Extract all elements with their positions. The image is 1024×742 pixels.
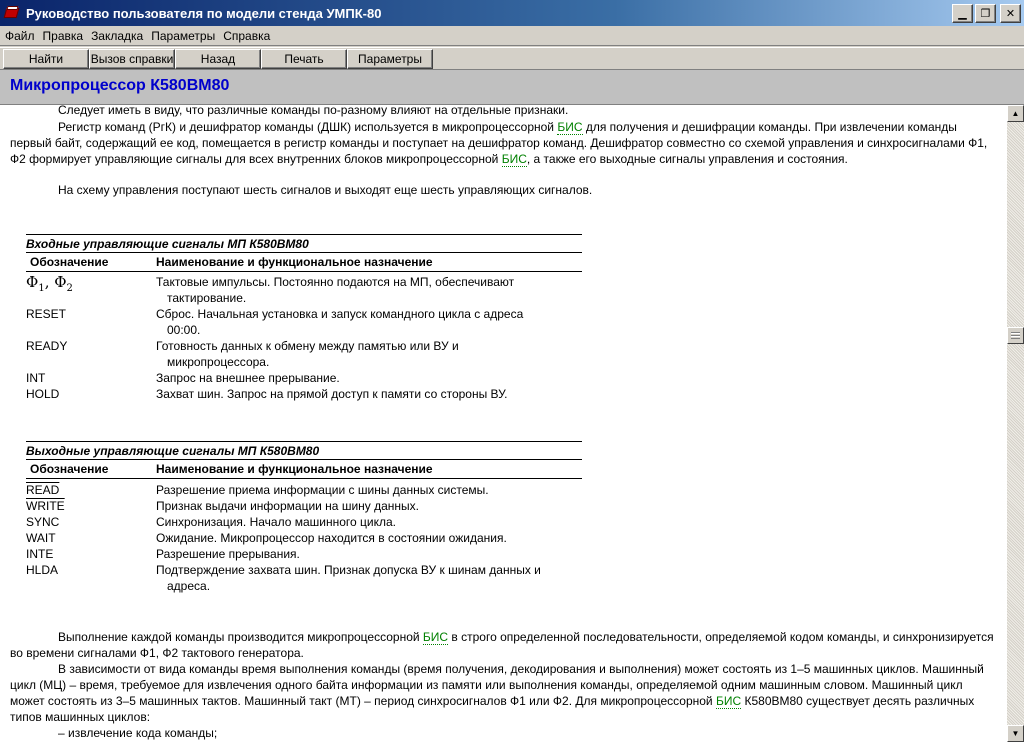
table-row bbox=[26, 482, 582, 498]
column-header: Обозначение bbox=[30, 255, 109, 269]
signal-description: Запрос на внешнее прерывание. bbox=[156, 371, 340, 385]
bis-link[interactable]: БИС bbox=[501, 152, 527, 166]
table-row bbox=[26, 370, 582, 386]
paragraph: Регистр команд (РгК) и дешифратор команды (ДШК) используется в микропроцессорной БИС для получения и дешифрации команды. При извлечении команды первый байт, содержащий ее код, помещается в регистр команды и поступает на дешифратор команд. Дешифратор совместно со схемой управления и синхросигналами Ф1, Ф2 формирует управляющие сигналы для всех внутренних блоков микропроцессорной БИС, а также его выходные сигналы управления и состояния. bbox=[10, 120, 988, 166]
menu-options[interactable]: Параметры bbox=[151, 28, 216, 43]
paragraph: В зависимости от вида команды время выполнения команды (время получения, декодирования и выполнения) может состоять из 1–5 машинных циклов. Машинный цикл (МЦ) – время, требуемое для извлечения одного байта информации из памяти или выполнения команды, определяемой одним машинным словом. Машинный цикл может состоять из 3–5 машинных тактов. Машинный такт (МТ) – период синхросигналов Ф1 или Ф2. Для микропроцессорной БИС К580ВМ80 существует десять различных типов машинных циклов: bbox=[10, 662, 984, 724]
toolbar bbox=[0, 47, 1024, 69]
column-header: Наименование и функциональное назначение bbox=[156, 255, 433, 269]
signal-description: Ожидание. Микропроцессор находится в состоянии ожидания. bbox=[156, 531, 507, 545]
signal-name: $\Phi_1$, $\Phi_2$ bbox=[26, 273, 73, 294]
menu-bar bbox=[0, 26, 1024, 46]
scroll-down-button[interactable] bbox=[1007, 725, 1024, 742]
minimize-button[interactable] bbox=[952, 4, 973, 23]
table-header bbox=[26, 459, 582, 479]
help-contents-button[interactable]: Вызов справки bbox=[89, 49, 175, 69]
arrow-down-icon: ▼ bbox=[1011, 729, 1020, 738]
print-button[interactable]: Печать bbox=[261, 49, 347, 69]
table-row bbox=[26, 274, 582, 306]
options-button[interactable]: Параметры bbox=[347, 49, 433, 69]
signal-name: INTE bbox=[26, 547, 54, 561]
signal-name: WAIT bbox=[26, 531, 56, 545]
list-item: – извлечение кода команды; bbox=[58, 726, 218, 740]
scroll-thumb[interactable] bbox=[1007, 327, 1024, 344]
signal-description: Тактовые импульсы. Постоянно подаются на МП, обеспечивают тактирование. bbox=[156, 275, 515, 305]
signal-name: READ bbox=[26, 483, 60, 497]
signal-name: RESET bbox=[26, 307, 67, 321]
bis-link[interactable]: БИС bbox=[422, 630, 449, 644]
signal-description: Готовность данных к обмену между памятью или ВУ и микропроцессора. bbox=[156, 339, 459, 369]
column-header: Наименование и функциональное назначение bbox=[156, 462, 433, 476]
signal-name: SYNC bbox=[26, 515, 60, 529]
paragraph: Выполнение каждой команды производится микропроцессорной БИС в строго определенной последовательности, определяемой кодом команды, и синхронизируется во времени сигналами Ф1, Ф2 тактового генератора. bbox=[10, 630, 994, 660]
signal-name: INT bbox=[26, 371, 46, 385]
signal-description: Признак выдачи информации на шину данных. bbox=[156, 499, 419, 513]
menu-file[interactable]: Файл bbox=[5, 28, 35, 43]
close-button[interactable] bbox=[1000, 4, 1021, 23]
paragraph: На схему управления поступают шесть сигналов и выходят еще шесть управляющих сигналов. bbox=[58, 183, 593, 197]
book-icon bbox=[4, 5, 20, 21]
menu-help[interactable]: Справка bbox=[223, 28, 271, 43]
bis-link[interactable]: БИС bbox=[715, 694, 742, 708]
vertical-scrollbar[interactable] bbox=[1007, 105, 1024, 742]
signal-name: READY bbox=[26, 339, 68, 353]
signal-description: Сброс. Начальная установка и запуск командного цикла с адреса 00:00. bbox=[156, 307, 524, 337]
menu-bookmark[interactable]: Закладка bbox=[91, 28, 144, 43]
table-header bbox=[26, 252, 582, 272]
table-caption: Входные управляющие сигналы МП К580ВМ80 bbox=[26, 234, 582, 252]
input-signals-table bbox=[26, 234, 582, 402]
find-button[interactable]: Найти bbox=[3, 49, 89, 69]
table-row bbox=[26, 530, 582, 546]
arrow-up-icon: ▲ bbox=[1011, 109, 1020, 118]
bis-link[interactable]: БИС bbox=[557, 120, 583, 134]
signal-description: Подтверждение захвата шин. Признак допуска ВУ к шинам данных и адреса. bbox=[156, 563, 541, 593]
table-row bbox=[26, 386, 582, 402]
minimize-icon: ▁ bbox=[958, 7, 967, 20]
scroll-up-button[interactable] bbox=[1007, 105, 1024, 122]
signal-name: WRITE bbox=[26, 499, 65, 513]
signal-name: HLDA bbox=[26, 563, 59, 577]
window-controls bbox=[952, 4, 1021, 23]
restore-icon: ❐ bbox=[980, 7, 991, 20]
column-header: Обозначение bbox=[30, 462, 109, 476]
table-caption: Выходные управляющие сигналы МП К580ВМ80 bbox=[26, 441, 582, 459]
output-signals-table bbox=[26, 441, 582, 594]
signal-name: HOLD bbox=[26, 387, 60, 401]
title-bar bbox=[0, 0, 1024, 26]
back-button[interactable]: Назад bbox=[175, 49, 261, 69]
close-icon: ✕ bbox=[1005, 7, 1016, 20]
signal-description: Разрешение приема информации с шины данных системы. bbox=[156, 483, 489, 497]
window-title: Руководство пользователя по модели стенда УМПК-80 bbox=[26, 5, 382, 21]
paragraph: Следует иметь в виду, что различные команды по-разному влияют на отдельные признаки. bbox=[58, 105, 569, 117]
table-row bbox=[26, 306, 582, 338]
signal-description: Разрешение прерывания. bbox=[156, 547, 300, 561]
restore-button[interactable] bbox=[975, 4, 996, 23]
topic-title: Микропроцессор К580ВМ80 bbox=[10, 77, 230, 94]
topic-header bbox=[0, 69, 1024, 105]
table-row bbox=[26, 514, 582, 530]
signal-description: Захват шин. Запрос на прямой доступ к памяти со стороны ВУ. bbox=[156, 387, 508, 401]
signal-description: Синхронизация. Начало машинного цикла. bbox=[156, 515, 397, 529]
menu-edit[interactable]: Правка bbox=[42, 28, 84, 43]
table-row bbox=[26, 562, 582, 594]
table-row bbox=[26, 546, 582, 562]
help-content[interactable] bbox=[0, 105, 1007, 742]
table-row bbox=[26, 498, 582, 514]
table-row bbox=[26, 338, 582, 370]
